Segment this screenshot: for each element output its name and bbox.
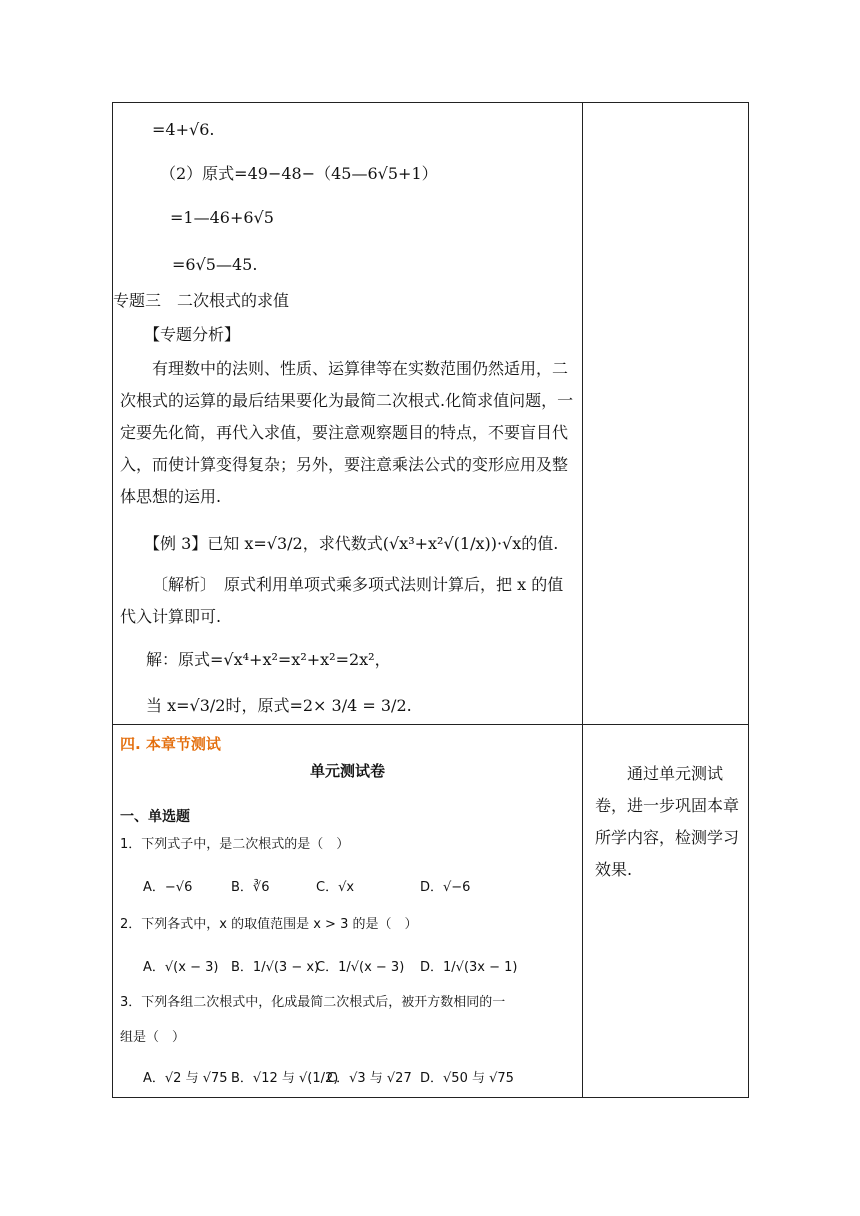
side-note: 通过单元测试卷，进一步巩固本章所学内容，检测学习效果.	[595, 764, 740, 879]
topic-title: 专题三 二次根式的求值	[113, 291, 290, 310]
example-answer: 当 x=√3/2时，原式=2× 3/4 = 3/2.	[146, 696, 412, 715]
q2-option-c: C．1/√(x − 3)	[316, 960, 405, 975]
content-table	[112, 102, 749, 1098]
q1-option-b: B．∛6	[231, 880, 270, 895]
question-3-line-1: 3．下列各组二次根式中，化成最简二次根式后，被开方数相同的一	[120, 995, 506, 1010]
question-2: 2．下列各式中，x 的取值范围是 x > 3 的是（ ）	[120, 917, 418, 932]
column-divider	[582, 103, 583, 1097]
analysis-heading: 【专题分析】	[144, 325, 241, 344]
q1-option-c: C．√x	[316, 880, 355, 895]
solution-line-3: =1—46+6√5	[170, 208, 274, 227]
question-3-line-2: 组是（ ）	[120, 1030, 186, 1045]
q3-option-a: A．√2 与 √75	[143, 1071, 228, 1086]
q1-option-d: D．√−6	[420, 880, 471, 895]
row-divider	[113, 724, 748, 725]
part-title: 一、单选题	[120, 809, 190, 825]
section-title: 四. 本章节测试	[120, 735, 221, 753]
solution-line-4: =6√5—45.	[172, 255, 258, 274]
q1-option-a: A．−√6	[143, 880, 193, 895]
q2-option-a: A．√(x − 3)	[143, 960, 219, 975]
q3-option-c: C．√3 与 √27	[327, 1071, 412, 1086]
test-title: 单元测试卷	[309, 762, 385, 780]
q2-option-d: D．1/√(3x − 1)	[420, 960, 518, 975]
example-solution: 解：原式=√x⁴+x²=x²+x²=2x²，	[146, 650, 391, 669]
q3-option-d: D．√50 与 √75	[420, 1071, 514, 1086]
solution-line-2: （2）原式=49−48−（45—6√5+1）	[160, 164, 438, 183]
question-1: 1．下列式子中，是二次根式的是（ ）	[120, 837, 350, 852]
example-statement: 【例 3】已知 x=√3/2，求代数式(√x³+x²√(1/x))·√x的值.	[144, 534, 559, 553]
solution-line-1: =4+√6.	[152, 120, 215, 139]
q3-option-b: B．√12 与 √(1/2)	[231, 1071, 339, 1086]
example-analysis: 〔解析〕 原式利用单项式乘多项式法则计算后，把 x 的值代入计算即可.	[120, 575, 564, 626]
q2-option-b: B．1/√(3 − x)	[231, 960, 320, 975]
analysis-paragraph: 有理数中的法则、性质、运算律等在实数范围仍然适用，二次根式的运算的最后结果要化为最简二次根式.化简求值问题，一定要先化简，再代入求值，要注意观察题目的特点，不要盲目代入，而使计算变得复杂；另外，要注意乘法公式的变形应用及整体思想的运用.	[120, 359, 574, 506]
